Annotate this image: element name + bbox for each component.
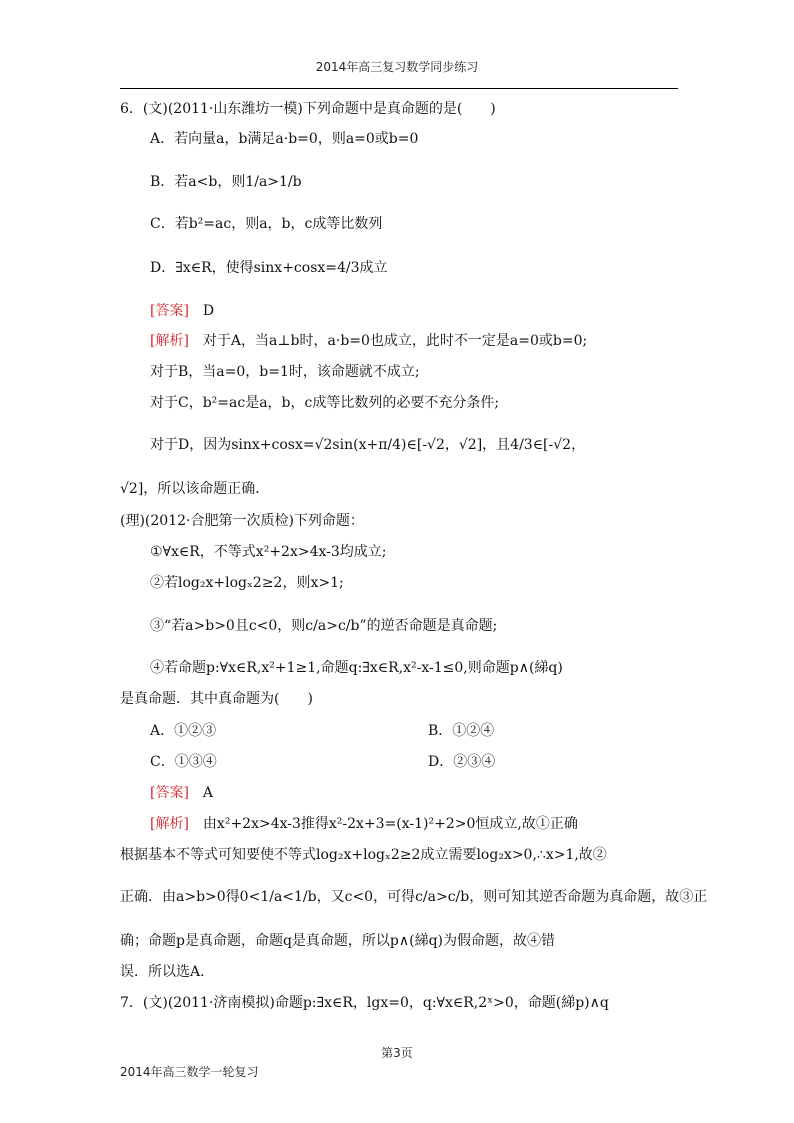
text-line: 根据基本不等式可知要使不等式log₂x+logₓ2≥2成立需要log₂x>0,∴x>1,故② — [120, 847, 607, 863]
page-header: 2014年高三复习数学同步练习 — [315, 60, 479, 74]
text-line: √2]，所以该命题正确． — [120, 481, 270, 497]
answer-tag: [解析] — [150, 816, 189, 832]
text-line: ④若命题p:∀x∈R,x²+1≥1,命题q:∃x∈R,x²-x-1≤0,则命题p∧(綈q) — [150, 660, 563, 676]
text-line: D．②③④ — [428, 754, 496, 770]
text-line: ③“若a>b>0且c<0，则c/a>c/b”的逆否命题是真命题; — [150, 618, 498, 634]
text-line: C．若b²=ac，则a，b，c成等比数列 — [150, 216, 383, 232]
text-line — [150, 784, 213, 802]
text-line — [150, 815, 578, 833]
text-line: (理)(2012·合肥第一次质检)下列命题： — [120, 513, 364, 529]
text-line: D．∃x∈R，使得sinx+cosx=4/3成立 — [150, 260, 388, 276]
text-line: A．若向量a，b满足a·b=0，则a=0或b=0 — [150, 131, 419, 147]
footer-note: 2014年高三数学一轮复习 — [120, 1065, 259, 1079]
text-line: 6．(文)(2011·山东潍坊一模)下列命题中是真命题的是( ) — [120, 101, 496, 117]
text-line: ①∀x∈R，不等式x²+2x>4x-3均成立; — [150, 544, 387, 560]
text-line: 对于D，因为sinx+cosx=√2sin(x+π/4)∈[-√2，√2]，且4/3∈[-√2， — [150, 437, 586, 453]
page-number: 第3页 — [381, 1046, 413, 1060]
text-line: 正确．由a>b>0得0<1/a<1/b，又c<0，可得c/a>c/b，则可知其逆否命题为真命题，故③正 — [120, 889, 708, 905]
text-line: B．若a<b，则1/a>1/b — [150, 174, 302, 190]
answer-tag: [答案] — [150, 785, 189, 801]
text-line — [150, 302, 214, 320]
answer-tag: [解析] — [150, 333, 189, 349]
text-line: 对于B，当a=0，b=1时，该命题就不成立; — [150, 364, 420, 380]
answer-tag: [答案] — [150, 303, 189, 319]
text-line: A．①②③ — [150, 723, 217, 739]
text-line — [150, 332, 587, 350]
text-line: 对于C，b²=ac是a，b，c成等比数列的必要不充分条件; — [150, 395, 500, 411]
text-line: 7．(文)(2011·济南模拟)命题p:∃x∈R，lgx=0，q:∀x∈R,2ˣ>0，命题(綈p)∧q — [120, 995, 609, 1011]
line-text: A — [188, 785, 214, 801]
text-line: 误．所以选A． — [120, 964, 215, 980]
line-text: 对于A，当a⊥b时，a·b=0也成立，此时不一定是a=0或b=0; — [188, 333, 588, 349]
text-line: ②若log₂x+logₓ2≥2，则x>1; — [150, 575, 344, 591]
header-rule — [120, 88, 678, 89]
text-line: B．①②④ — [428, 723, 495, 739]
line-text: D — [188, 303, 215, 319]
text-line: 是真命题．其中真命题为( ) — [120, 691, 313, 707]
line-text: 由x²+2x>4x-3推得x²-2x+3=(x-1)²+2>0恒成立,故①正确 — [188, 816, 578, 832]
text-line: 确；命题p是真命题，命题q是真命题，所以p∧(綈q)为假命题，故④错 — [120, 933, 556, 949]
text-line: C．①③④ — [150, 754, 217, 770]
